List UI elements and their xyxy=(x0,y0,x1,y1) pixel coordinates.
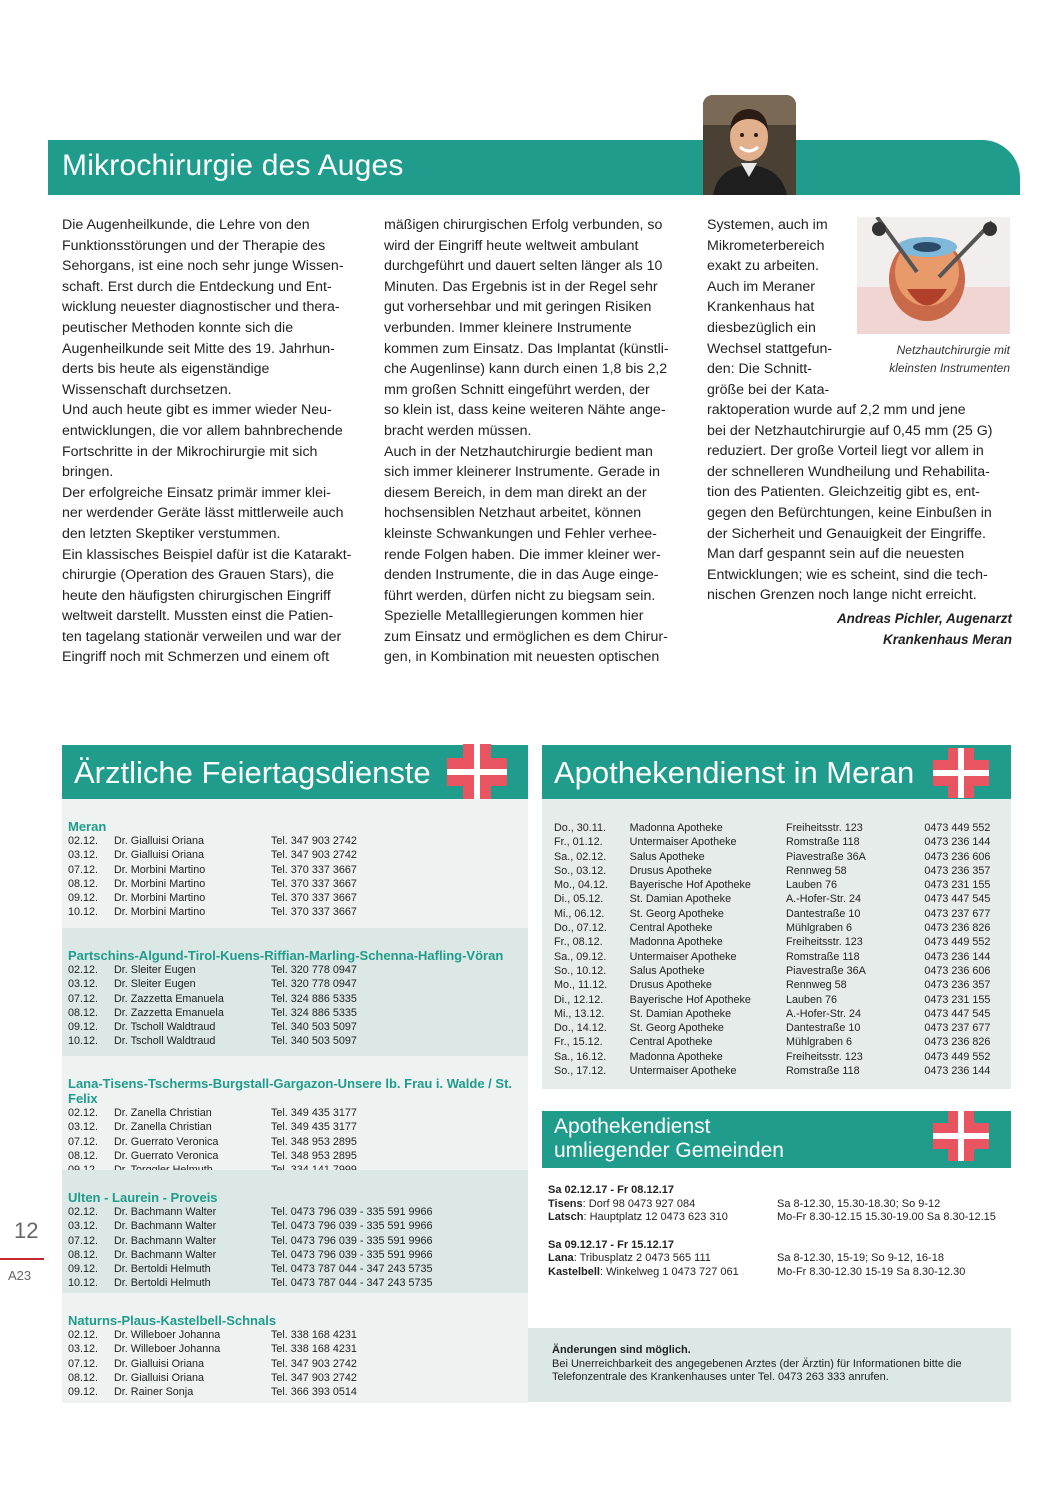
doctor-name: Dr. Morbini Martino xyxy=(114,892,206,905)
doctor-region xyxy=(62,1056,528,1170)
duty-date: 10.12. xyxy=(68,906,99,919)
duty-date: 08.12. xyxy=(68,1248,99,1261)
duty-date: 02.12. xyxy=(68,1206,99,1218)
duty-date: Di., 05.12. xyxy=(554,893,604,906)
duty-date: 09.12. xyxy=(68,1263,99,1276)
duty-date: So., 17.12. xyxy=(554,1065,607,1078)
surrounding-phone: 0473 623 310 xyxy=(660,1211,728,1223)
duty-date: 08.12. xyxy=(68,1006,99,1019)
doctor-phone: Tel. 0473 796 039 - 335 591 9966 xyxy=(271,1234,433,1247)
duty-date: Do., 30.11. xyxy=(554,822,607,834)
pharmacy-phone: 0473 237 677 xyxy=(924,1022,991,1035)
surrounding-address: : Dorf 98 xyxy=(582,1197,628,1210)
pharmacy-name: Drusus Apotheke xyxy=(629,979,712,992)
surrounding-location xyxy=(548,1266,777,1280)
doctor-row xyxy=(68,863,531,877)
doctor-name: Dr. Tscholl Waldtraud xyxy=(114,1021,216,1034)
pharmacy-address: Freiheitsstr. 123 xyxy=(785,822,863,834)
duty-date: 03.12. xyxy=(68,1343,99,1356)
doctor-phone: Tel. 0473 787 044 - 347 243 5735 xyxy=(271,1263,433,1276)
surrounding-pharmacy-row xyxy=(548,1211,1008,1225)
pharmacy-address: Piavestraße 36A xyxy=(785,850,866,863)
duty-date: 07.12. xyxy=(68,992,99,1005)
pharmacy-name: Bayerische Hof Apotheke xyxy=(629,879,751,892)
surrounding-pharmacy-list xyxy=(542,1168,1011,1308)
doctor-phone: Tel. 370 337 3667 xyxy=(271,892,357,905)
surrounding-period-block xyxy=(548,1184,1008,1225)
pharmacy-row xyxy=(554,1021,1004,1035)
doctor-row xyxy=(68,992,531,1006)
doctor-name: Dr. Gialluisi Oriana xyxy=(114,849,205,862)
pharmacy-title: Apothekendienst in Meran xyxy=(554,755,915,790)
duty-date: So., 10.12. xyxy=(554,964,607,977)
surrounding-town: Latsch xyxy=(548,1211,584,1223)
pharmacy-phone: 0473 449 552 xyxy=(924,822,991,834)
doctor-row xyxy=(68,1219,531,1233)
doctor-name: Dr. Tscholl Waldtraud xyxy=(114,1035,216,1048)
pharmacy-row xyxy=(554,935,1004,949)
duty-date: 03.12. xyxy=(68,1121,99,1134)
doctor-name: Dr. Bertoldi Helmuth xyxy=(114,1277,211,1290)
region-name: Partschins-Algund-Tirol-Kuens-Riffian-Marling-Schenna-Hafling-Vöran xyxy=(68,948,504,963)
duty-date: Sa., 09.12. xyxy=(554,950,607,963)
doctor-phone: Tel. 338 168 4231 xyxy=(271,1329,357,1341)
pharmacy-name: Madonna Apotheke xyxy=(629,1050,723,1063)
surrounding-location xyxy=(548,1252,777,1266)
doctor-region xyxy=(62,1293,528,1403)
region-name: Lana-Tisens-Tscherms-Burgstall-Gargazon-Unsere lb. Frau i. Walde / St. Felix xyxy=(68,1076,513,1106)
article-column-2 xyxy=(384,215,689,668)
duty-date: Mi., 06.12. xyxy=(554,907,605,920)
duty-date: 02.12. xyxy=(68,1329,99,1341)
pharmacy-name: Untermaiser Apotheke xyxy=(629,836,737,849)
surrounding-hours: Sa 8-12.30, 15-19; So 9-12, 16-18 xyxy=(777,1252,944,1264)
pharmacy-phone: 0473 236 606 xyxy=(924,964,991,977)
doctor-phone: Tel. 324 886 5335 xyxy=(271,1006,357,1019)
doctor-row xyxy=(68,877,531,891)
pharmacy-row xyxy=(554,907,1004,921)
pharmacy-name: Central Apotheke xyxy=(629,922,713,935)
surrounding-period-block xyxy=(548,1239,1008,1280)
article-text-3b: raktoperation wurde auf 2,2 mm und jene bei der Netzhautchirurgie auf 0,45 mm (25 G) reduziert. Der große Vorteil liegt vor allem in der schnelleren Wundheilung und Rehabilita- tion des Patienten. Gleichzeitig gibt es, ent- gegen den Befürchtungen, keine Einbußen in der Sicherheit und Genauigkeit der Eingriffe. Man darf gespannt sein auf die neuesten Entwicklungen; wie es scheint, sind die tech- nischen Grenzen noch lange nicht erreicht. xyxy=(707,402,993,604)
pharmacy-address: Rennweg 58 xyxy=(785,864,847,877)
doctor-row xyxy=(68,1276,531,1290)
red-cross-icon xyxy=(447,744,507,800)
doctor-row xyxy=(68,1234,531,1248)
pharmacy-name: Drusus Apotheke xyxy=(629,864,712,877)
doctor-name: Dr. Guerrato Veronica xyxy=(114,1135,219,1148)
pharmacy-name: Untermaiser Apotheke xyxy=(629,950,737,963)
doctor-phone: Tel. 338 168 4231 xyxy=(271,1343,357,1356)
duty-date: Do., 07.12. xyxy=(554,922,607,935)
doctor-phone: Tel. 348 953 2895 xyxy=(271,1149,357,1162)
doctor-phone: Tel. 349 435 3177 xyxy=(271,1107,357,1119)
surrounding-hours: Mo-Fr 8.30-12.15 15.30-19.00 Sa 8.30-12.15 xyxy=(777,1211,996,1223)
pharmacy-phone: 0473 236 144 xyxy=(924,1065,991,1078)
pharmacy-address: A.-Hofer-Str. 24 xyxy=(785,893,861,906)
article-author: Andreas Pichler, Augenarzt Krankenhaus Meran xyxy=(836,611,1012,647)
duty-date: 07.12. xyxy=(68,1135,99,1148)
doctor-phone: Tel. 370 337 3667 xyxy=(271,877,357,890)
pharmacy-address: Piavestraße 36A xyxy=(785,964,866,977)
pharmacy-table xyxy=(542,799,1011,1089)
doctor-name: Dr. Guerrato Veronica xyxy=(114,1149,219,1162)
pharmacy-address: Romstraße 118 xyxy=(785,836,860,849)
pharmacy-phone: 0473 236 826 xyxy=(924,922,991,935)
pharmacy-phone: 0473 449 552 xyxy=(924,936,991,949)
doctor-name: Dr. Sleiter Eugen xyxy=(114,978,196,991)
doctor-row xyxy=(68,905,531,919)
pharmacy-name: St. Georg Apotheke xyxy=(629,1022,724,1035)
doctor-phone: Tel. 347 903 2742 xyxy=(271,1357,357,1370)
pharmacy-row xyxy=(554,864,1004,878)
surrounding-period: Sa 09.12.17 - Fr 15.12.17 xyxy=(548,1238,674,1251)
pharmacy-row xyxy=(554,892,1004,906)
surrounding-pharmacy-row xyxy=(548,1198,1008,1212)
doctor-phone: Tel. 347 903 2742 xyxy=(271,1371,357,1384)
doctor-phone: Tel. 348 953 2895 xyxy=(271,1135,357,1148)
duty-date: Do., 14.12. xyxy=(554,1022,607,1035)
doctor-phone: Tel. 349 435 3177 xyxy=(271,1121,357,1134)
surrounding-address: : Winkelweg 1 xyxy=(599,1265,672,1278)
duty-date: 10.12. xyxy=(68,1035,99,1048)
pharmacy-address: Lauben 76 xyxy=(785,993,838,1006)
pharmacy-phone: 0473 237 677 xyxy=(924,907,991,920)
pharmacy-row xyxy=(554,978,1004,992)
doctor-name: Dr. Morbini Martino xyxy=(114,877,206,890)
surrounding-hours: Mo-Fr 8.30-12.30 15-19 Sa 8.30-12.30 xyxy=(777,1265,966,1278)
page-code: A23 xyxy=(8,1268,32,1283)
doctor-phone: Tel. 0473 787 044 - 347 243 5735 xyxy=(271,1277,433,1290)
doctor-name: Dr. Morbini Martino xyxy=(114,863,206,876)
duty-date: Fr., 08.12. xyxy=(554,936,603,949)
duty-date: 02.12. xyxy=(68,835,99,847)
article-text-1: Die Augenheilkunde, die Lehre von den Funktionsstörungen und der Therapie des Sehorgans, ist eine noch sehr junge Wissen- schaft. Erst durch die Entdeckung und Ent- wicklung neuester diagnostischer und thera- peutischer Methoden konnte sich die Augenheilkunde seit Mitte des 19. Jahrhun- derts bis heute als eigenständige Wissenschaft durchsetzen. Und auch heute gibt es immer wieder Neu- entwicklungen, die vor allem bahnbrechende Fortschritte in der Mikrochirurgie mit sich bringen. Der erfolgreiche Einsatz primär immer klei- ner werdender Geräte lässt mittlerweile auch den letzten Skeptiker verstummen. Ein klassisches Beispiel dafür ist die Katarakt- chirurgie (Operation des Grauen Stars), die heute den häufigsten chirurgischen Eingriff weltweit darstellt. Mussten einst die Patien- ten tagelang stationär verweilen und war der Eingriff noch mit Schmerzen und einem oft xyxy=(62,217,352,666)
doctor-name: Dr. Gialluisi Oriana xyxy=(114,835,205,847)
duty-date: 10.12. xyxy=(68,1277,99,1290)
page-rule xyxy=(0,1258,44,1260)
doctor-name: Dr. Bachmann Walter xyxy=(114,1220,217,1233)
doctor-region xyxy=(62,799,528,928)
pharmacy-row xyxy=(554,850,1004,864)
duty-date: 08.12. xyxy=(68,1371,99,1384)
surrounding-hours: Sa 8-12.30, 15.30-18.30; So 9-12 xyxy=(777,1197,941,1210)
doctor-phone: Tel. 370 337 3667 xyxy=(271,863,357,876)
doctor-phone: Tel. 340 503 5097 xyxy=(271,1035,357,1048)
doctor-name: Dr. Rainer Sonja xyxy=(114,1386,194,1399)
doctor-phone: Tel. 340 503 5097 xyxy=(271,1021,357,1034)
pharmacy-name: Madonna Apotheke xyxy=(629,936,723,949)
pharmacy-address: Romstraße 118 xyxy=(785,950,860,963)
doctor-region xyxy=(62,928,528,1056)
pharmacy-phone: 0473 447 545 xyxy=(924,893,991,906)
surrounding-town: Kastelbell xyxy=(548,1265,600,1278)
doctor-row xyxy=(68,977,531,991)
doctor-phone: Tel. 347 903 2742 xyxy=(271,835,357,847)
pharmacy-phone: 0473 231 155 xyxy=(924,879,991,892)
pharmacy-name: St. Damian Apotheke xyxy=(629,1007,732,1020)
surrounding-phone: 0473 727 061 xyxy=(671,1265,739,1278)
doctor-name: Dr. Zanella Christian xyxy=(114,1107,212,1119)
pharmacy-phone: 0473 236 144 xyxy=(924,836,991,849)
doctor-name: Dr. Zazzetta Emanuela xyxy=(114,1006,224,1019)
doctor-phone: Tel. 320 778 0947 xyxy=(271,964,357,976)
doctor-row xyxy=(68,1357,531,1371)
doctor-phone: Tel. 320 778 0947 xyxy=(271,978,357,991)
pharmacy-row xyxy=(554,835,1004,849)
doctor-name: Dr. Morbini Martino xyxy=(114,906,206,919)
duty-date: Di., 12.12. xyxy=(554,993,604,1006)
duty-date: 09.12. xyxy=(68,892,99,905)
doctor-name: Dr. Sleiter Eugen xyxy=(114,964,196,976)
duty-date: 08.12. xyxy=(68,877,99,890)
doctor-row xyxy=(68,1006,531,1020)
surrounding-location xyxy=(548,1198,777,1212)
duty-date: 03.12. xyxy=(68,849,99,862)
article-text-2: mäßigen chirurgischen Erfolg verbunden, so wird der Eingriff heute weltweit ambulant durchgeführt und dauert selten länger als 10 Minuten. Das Ergebnis ist in der Regel sehr gut vorhersehbar und mit geringen Risiken verbunden. Immer kleinere Instrumente kommen zum Einsatz. Das Implantat (künstli- che Augenlinse) kann durch einen 1,8 bis 2,2 mm großen Schnitt eingeführt werden, der so klein ist, dass keine weiteren Nähte ange- bracht werden müssen. Auch in der Netzhautchirurgie bedient man sich immer kleinerer Instrumente. Gerade in diesem Bereich, in dem man direkt an der hochsensiblen Netzhaut arbeitet, können kleinste Schwankungen und Fehler verhee- rende Folgen haben. Die immer kleiner wer- denden Instrumente, die in das Auge einge- führt werden, dürfen nicht zu biegsam sein. Spezielle Metalllegierungen kommen hier zum Einsatz und ermöglichen es dem Chirur- gen, in Kombination mit neuesten optischen xyxy=(384,217,669,666)
duty-date: Fr., 01.12. xyxy=(554,836,603,849)
duty-date: Sa., 16.12. xyxy=(554,1050,607,1063)
surrounding-pharmacy-row xyxy=(548,1252,1008,1266)
pharmacy-row xyxy=(554,1035,1004,1049)
doctor-name: Dr. Willeboer Johanna xyxy=(114,1343,221,1356)
surrounding-pharmacy-row xyxy=(548,1266,1008,1280)
region-name: Naturns-Plaus-Kastelbell-Schnals xyxy=(68,1313,277,1328)
duty-date: Mo., 04.12. xyxy=(554,879,609,892)
doctor-name: Dr. Zanella Christian xyxy=(114,1121,212,1134)
author-portrait xyxy=(703,95,796,195)
pharmacy-name: St. Georg Apotheke xyxy=(629,907,724,920)
duty-date: Mo., 11.12. xyxy=(554,979,608,992)
doctor-row xyxy=(68,1205,531,1219)
doctor-name: Dr. Gialluisi Oriana xyxy=(114,1357,205,1370)
image-caption: Netzhautchirurgie mit kleinsten Instrumenten xyxy=(889,343,1010,375)
surrounding-phone: 0473 927 084 xyxy=(627,1197,696,1210)
pharmacy-phone: 0473 447 545 xyxy=(924,1007,991,1020)
pharmacy-row xyxy=(554,993,1004,1007)
region-name: Ulten - Laurein - Proveis xyxy=(68,1190,218,1205)
notice-heading: Änderungen sind möglich. xyxy=(552,1344,691,1356)
pharmacy-phone: 0473 231 155 xyxy=(924,993,991,1006)
doctor-name: Dr. Bachmann Walter xyxy=(114,1206,217,1218)
surrounding-title-line1: Apothekendienst xyxy=(554,1115,711,1138)
pharmacy-address: Rennweg 58 xyxy=(785,979,847,992)
doctor-row xyxy=(68,1034,531,1048)
doctor-region xyxy=(62,1170,528,1293)
doctor-row xyxy=(68,848,531,862)
doctor-name: Dr. Bertoldi Helmuth xyxy=(114,1263,211,1276)
red-cross-icon xyxy=(933,1111,989,1161)
doctors-title: Ärztliche Feiertagsdienste xyxy=(74,755,431,790)
surrounding-phone: 0473 565 111 xyxy=(645,1252,711,1264)
pharmacy-phone: 0473 236 144 xyxy=(924,950,991,963)
doctor-name: Dr. Bachmann Walter xyxy=(114,1248,217,1261)
surrounding-period: Sa 02.12.17 - Fr 08.12.17 xyxy=(548,1184,674,1196)
pharmacy-phone: 0473 236 826 xyxy=(924,1036,991,1049)
pharmacy-address: Freiheitsstr. 123 xyxy=(785,936,863,949)
pharmacy-name: Salus Apotheke xyxy=(629,850,705,863)
duty-date: 07.12. xyxy=(68,1234,99,1247)
pharmacy-address: Mühlgraben 6 xyxy=(785,1036,852,1049)
duty-date: 02.12. xyxy=(68,1107,99,1119)
doctor-row xyxy=(68,1120,531,1134)
pharmacy-phone: 0473 236 357 xyxy=(924,979,991,992)
doctor-phone: Tel. 366 393 0514 xyxy=(271,1386,357,1399)
pharmacy-row xyxy=(554,964,1004,978)
doctor-name: Dr. Zazzetta Emanuela xyxy=(114,992,224,1005)
duty-date: 07.12. xyxy=(68,863,99,876)
pharmacy-address: Dantestraße 10 xyxy=(785,907,861,920)
article-column-1 xyxy=(62,215,367,668)
doctor-row xyxy=(68,1248,531,1262)
doctor-name: Dr. Willeboer Johanna xyxy=(114,1329,221,1341)
pharmacy-address: Mühlgraben 6 xyxy=(785,922,852,935)
doctor-row xyxy=(68,1106,531,1120)
duty-date: Fr., 15.12. xyxy=(554,1036,603,1049)
doctor-row xyxy=(68,1135,531,1149)
duty-date: 07.12. xyxy=(68,1357,99,1370)
pharmacy-row xyxy=(554,1050,1004,1064)
doctor-row xyxy=(68,1342,531,1356)
doctor-name: Dr. Gialluisi Oriana xyxy=(114,1371,205,1384)
pharmacy-address: Lauben 76 xyxy=(785,879,838,892)
duty-date: Mi., 13.12. xyxy=(554,1007,605,1020)
pharmacy-name: Bayerische Hof Apotheke xyxy=(629,993,751,1006)
pharmacy-name: St. Damian Apotheke xyxy=(629,893,732,906)
article-title: Mikrochirurgie des Auges xyxy=(62,149,404,182)
pharmacy-address: Romstraße 118 xyxy=(785,1065,860,1078)
duty-date: 09.12. xyxy=(68,1386,99,1399)
doctor-phone: Tel. 347 903 2742 xyxy=(271,849,357,862)
pharmacy-phone: 0473 236 606 xyxy=(924,850,991,863)
doctor-row xyxy=(68,1020,531,1034)
red-cross-icon xyxy=(933,748,989,798)
notice-box xyxy=(528,1328,1011,1402)
pharmacy-address: A.-Hofer-Str. 24 xyxy=(785,1007,861,1020)
surrounding-town: Lana xyxy=(548,1252,574,1264)
duty-date: 08.12. xyxy=(68,1149,99,1162)
doctor-phone: Tel. 0473 796 039 - 335 591 9966 xyxy=(271,1248,433,1261)
doctor-row xyxy=(68,1262,531,1276)
doctor-phone: Tel. 0473 796 039 - 335 591 9966 xyxy=(271,1220,433,1233)
doctor-row xyxy=(68,834,531,848)
notice-text: Bei Unerreichbarkeit des angegebenen Arztes (der Ärztin) für Informationen bitte die Telefonzentrale des Krankenhauses unter Tel. 0473 263 333 anrufen. xyxy=(552,1357,962,1383)
surrounding-address: : Tribusplatz 2 xyxy=(573,1252,646,1264)
doctor-row xyxy=(68,963,531,977)
doctor-row xyxy=(68,1371,531,1385)
surrounding-location xyxy=(548,1211,777,1225)
eye-surgery-image xyxy=(857,217,1010,334)
region-name: Meran xyxy=(68,819,107,834)
doctor-row xyxy=(68,1149,531,1163)
pharmacy-name: Untermaiser Apotheke xyxy=(629,1065,737,1078)
pharmacy-name: Madonna Apotheke xyxy=(629,822,723,834)
pharmacy-name: Salus Apotheke xyxy=(629,964,705,977)
pharmacy-row xyxy=(554,1064,1004,1078)
duty-date: 03.12. xyxy=(68,978,99,991)
duty-date: 02.12. xyxy=(68,964,99,976)
pharmacy-name: Central Apotheke xyxy=(629,1036,713,1049)
surrounding-town: Tisens xyxy=(548,1197,583,1210)
pharmacy-address: Freiheitsstr. 123 xyxy=(785,1050,863,1063)
doctor-phone: Tel. 324 886 5335 xyxy=(271,992,357,1005)
page-number: 12 xyxy=(14,1218,39,1243)
pharmacy-row xyxy=(554,921,1004,935)
pharmacy-row xyxy=(554,950,1004,964)
pharmacy-address: Dantestraße 10 xyxy=(785,1022,861,1035)
doctor-phone: Tel. 370 337 3667 xyxy=(271,906,357,919)
article-text-3a: Systemen, auch im Mikrometerbereich exakt zu arbeiten. Auch im Meraner Krankenhaus hat diesbezüglich ein Wechsel stattgefun- den: Die Schnitt- größe bei der Kata- xyxy=(707,217,833,398)
pharmacy-row xyxy=(554,878,1004,892)
duty-date: So., 03.12. xyxy=(554,864,607,877)
pharmacy-row xyxy=(554,821,1004,835)
pharmacy-phone: 0473 449 552 xyxy=(924,1050,991,1063)
duty-date: 03.12. xyxy=(68,1220,99,1233)
doctor-name: Dr. Bachmann Walter xyxy=(114,1234,217,1247)
doctor-row xyxy=(68,1385,531,1399)
pharmacy-phone: 0473 236 357 xyxy=(924,864,991,877)
pharmacy-row xyxy=(554,1007,1004,1021)
doctor-phone: Tel. 0473 796 039 - 335 591 9966 xyxy=(271,1206,433,1218)
duty-date: 09.12. xyxy=(68,1021,99,1034)
surrounding-title-line2: umliegender Gemeinden xyxy=(554,1139,784,1162)
doctor-row xyxy=(68,1328,531,1342)
doctor-row xyxy=(68,891,531,905)
duty-date: Sa., 02.12. xyxy=(554,850,607,863)
surrounding-address: : Hauptplatz 12 xyxy=(583,1211,661,1223)
